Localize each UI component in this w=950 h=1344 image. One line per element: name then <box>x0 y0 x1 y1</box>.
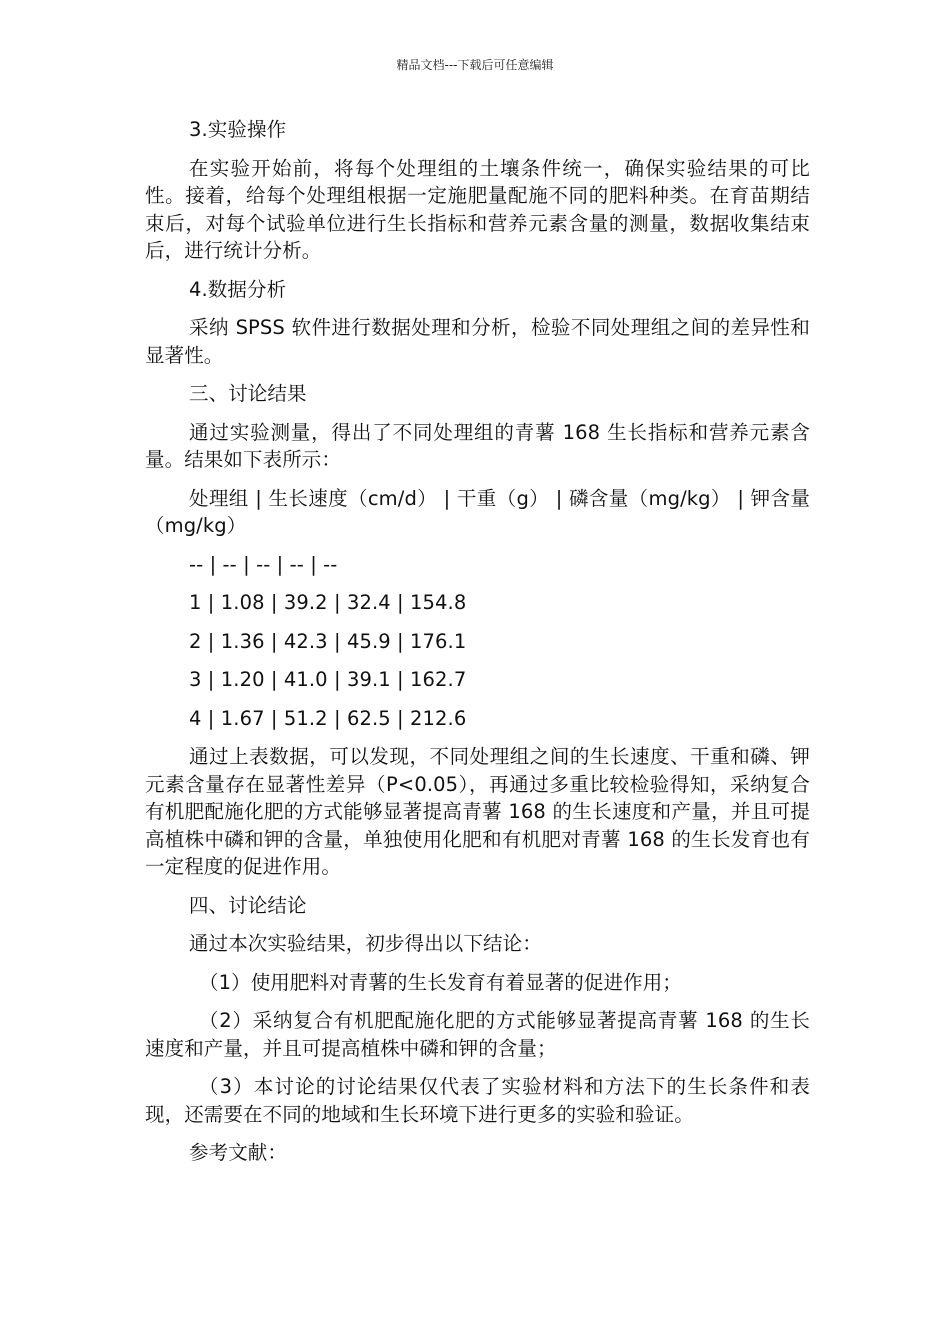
table-header-line: 处理组 | 生长速度（cm/d） | 干重（g） | 磷含量（mg/kg） | 钾含量（mg/kg） <box>145 486 810 537</box>
table-separator-line: -- | -- | -- | -- | -- <box>189 552 338 576</box>
paragraph-results-analysis: 通过上表数据，可以发现，不同处理组之间的生长速度、干重和磷、钾元素含量存在显著性差异（P<0.05），再通过多重比较检验得知，采纳复合有机肥配施化肥的方式能够显著提高青薯 168 的生长速度和产量，并且可提高植株中磷和钾的含量，单独使用化肥和有机肥对青薯 168 的生长发育也有一定程度的促进作用。 <box>145 745 810 878</box>
section-heading-conclusion: 四、讨论结论 <box>189 893 307 917</box>
section-heading-results: 三、讨论结果 <box>189 382 307 405</box>
section-heading-experiment-operation: 3.实验操作 <box>189 118 287 141</box>
document-body <box>145 116 810 1178</box>
conclusion-item: （3）本讨论的讨论结果仅代表了实验材料和方法下的生长条件和表现，还需要在不同的地域和生长环境下进行更多的实验和验证。 <box>145 1075 810 1126</box>
section-heading-data-analysis: 4.数据分析 <box>189 277 287 301</box>
table-row: 4 | 1.67 | 51.2 | 62.5 | 212.6 <box>189 706 467 730</box>
table-row: 3 | 1.20 | 41.0 | 39.1 | 162.7 <box>189 668 467 691</box>
table-row: 1 | 1.08 | 39.2 | 32.4 | 154.8 <box>189 591 467 614</box>
paragraph-results-intro: 通过实验测量，得出了不同处理组的青薯 168 生长指标和营养元素含量。结果如下表所示： <box>145 420 810 471</box>
conclusion-item: （2）采纳复合有机肥配施化肥的方式能够显著提高青薯 168 的生长速度和产量，并且可提高植株中磷和钾的含量； <box>145 1009 810 1060</box>
conclusion-item: （1）使用肥料对青薯的生长发育有着显著的促进作用； <box>199 970 682 994</box>
paragraph-experiment-operation: 在实验开始前，将每个处理组的土壤条件统一，确保实验结果的可比性。接着，给每个处理组根据一定施肥量配施不同的肥料种类。在育苗期结束后，对每个试验单位进行生长指标和营养元素含量的测量，数据收集结束后，进行统计分析。 <box>145 156 810 262</box>
table-row: 2 | 1.36 | 42.3 | 45.9 | 176.1 <box>189 629 467 653</box>
page-header: 精品文档---下载后可任意编辑 <box>396 58 554 72</box>
references-heading: 参考文献： <box>189 1141 288 1164</box>
paragraph-conclusion-intro: 通过本次实验结果，初步得出以下结论： <box>189 932 542 955</box>
paragraph-data-analysis: 采纳 SPSS 软件进行数据处理和分析，检验不同处理组之间的差异性和显著性。 <box>145 316 810 367</box>
